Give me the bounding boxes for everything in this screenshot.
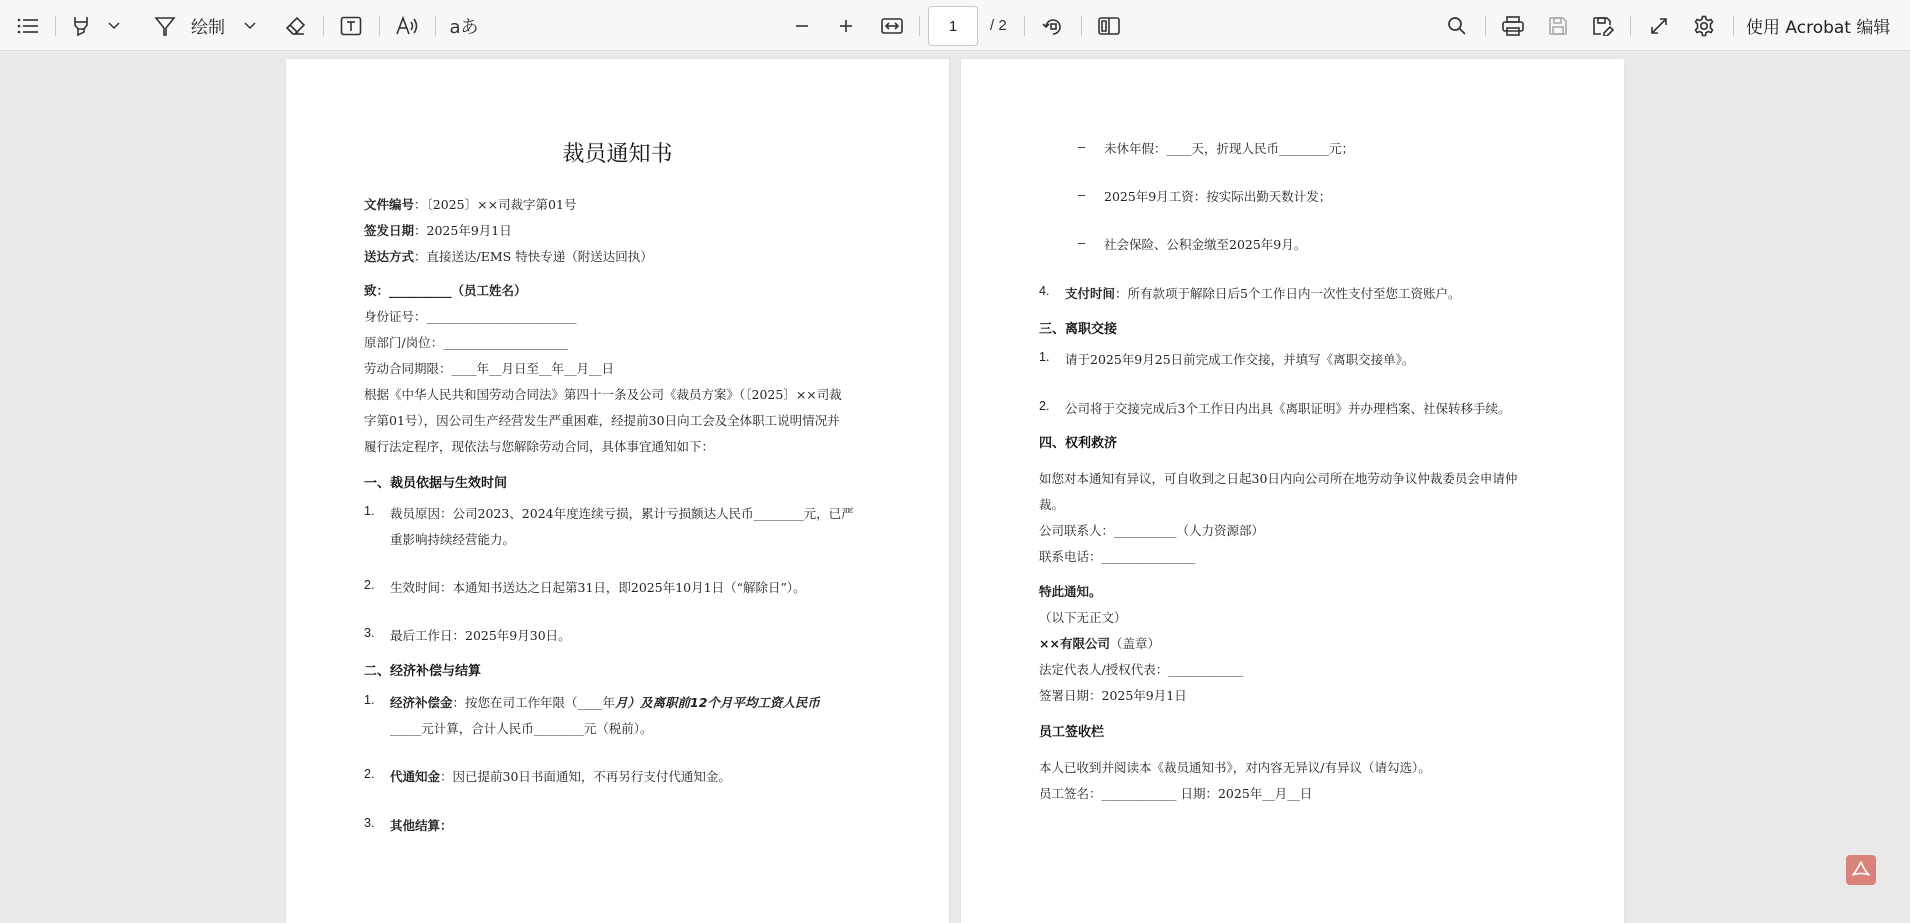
- draw-button[interactable]: [186, 0, 230, 51]
- toolbar-divider: [1485, 16, 1486, 36]
- toolbar-divider: [379, 16, 380, 36]
- list-number: 2.: [364, 578, 375, 592]
- toolbar-divider: [919, 16, 920, 36]
- no-more-text-line: （以下无正文）: [1039, 610, 1127, 625]
- save-as-icon[interactable]: [1588, 0, 1618, 51]
- notice-line: 特此通知。: [1039, 584, 1102, 599]
- sign-date-line: 签署日期：2025年9月1日: [1039, 688, 1187, 703]
- list-item-text: 代通知金：因已提前30日书面通知，不再另行支付代通知金。: [390, 769, 731, 784]
- dash-bullet: –: [1078, 139, 1086, 154]
- paragraph-line: 如您对本通知有异议，可自收到之日起30日内向公司所在地劳动争议仲裁委员会申请仲: [1039, 471, 1518, 486]
- list-item-text: 2025年9月工资：按实际出勤天数计发；: [1104, 189, 1332, 204]
- page-total: / 2: [990, 17, 1007, 34]
- dash-bullet: –: [1078, 235, 1086, 250]
- toolbar-divider: [1630, 16, 1631, 36]
- rotate-icon[interactable]: [1038, 0, 1068, 51]
- list-number: 4.: [1039, 284, 1050, 298]
- translate-icon[interactable]: aあ: [449, 16, 479, 38]
- document-page-1: [286, 59, 949, 923]
- page-view-icon[interactable]: [1094, 0, 1124, 51]
- zoom-out-icon[interactable]: [788, 0, 816, 51]
- list-item-text: 经济补偿金：按您在司工作年限（____年月）及离职前12个月平均工资人民币: [390, 695, 820, 710]
- toolbar-divider: [1024, 16, 1025, 36]
- paragraph-line: 裁。: [1039, 497, 1065, 512]
- list-number: 2.: [1039, 399, 1050, 413]
- section-heading: 二、经济补偿与结算: [364, 664, 482, 679]
- section-heading: 四、权利救济: [1039, 436, 1118, 451]
- toolbar-divider: [323, 16, 324, 36]
- contract-term-line: 劳动合同期限：____年__月日至__年__月__日: [364, 361, 615, 376]
- zoom-in-icon[interactable]: [832, 0, 860, 51]
- edit-with-acrobat-button[interactable]: [1746, 0, 1896, 51]
- contact-person-line: 公司联系人：__________（人力资源部）: [1039, 523, 1265, 538]
- draw-label: 绘制: [191, 18, 225, 38]
- list-number: 2.: [364, 767, 375, 781]
- list-number: 3.: [364, 626, 375, 640]
- intro-paragraph-line: 字第01号），因公司生产经营发生严重困难，经提前30日向工会及全体职工说明情况并: [364, 413, 840, 428]
- list-item-text: 其他结算：: [390, 818, 453, 833]
- edit-with-acrobat-label: 使用 Acrobat 编辑: [1746, 18, 1891, 38]
- section-heading: 员工签收栏: [1039, 725, 1105, 740]
- list-item-text: _____元计算，合计人民币________元（税前）。: [390, 721, 653, 736]
- document-page-2: [961, 59, 1624, 923]
- intro-paragraph-line: 根据《中华人民共和国劳动合同法》第四十一条及公司《裁员方案》（〔2025〕××司裁: [364, 387, 842, 402]
- highlighter-icon[interactable]: [66, 0, 96, 51]
- settings-icon[interactable]: [1689, 0, 1719, 51]
- eraser-icon[interactable]: [280, 0, 310, 51]
- list-number: 1.: [364, 693, 375, 707]
- list-item-text: 未休年假：____天，折现人民币________元；: [1104, 141, 1355, 156]
- meta-issue-date: 签发日期：2025年9月1日: [364, 223, 512, 238]
- pen-icon[interactable]: [150, 0, 180, 51]
- list-item-text: 支付时间：所有款项于解除日后5个工作日内一次性支付至您工资账户。: [1065, 286, 1461, 301]
- list-item-text: 公司将于交接完成后3个工作日内出具《离职证明》并办理档案、社保转移手续。: [1065, 401, 1511, 416]
- section-heading: 一、裁员依据与生效时间: [364, 476, 508, 491]
- fullscreen-icon[interactable]: [1644, 0, 1674, 51]
- search-icon[interactable]: [1442, 0, 1472, 51]
- toolbar: [0, 0, 1910, 51]
- page-number-input[interactable]: [928, 6, 978, 46]
- toolbar-divider: [1081, 16, 1082, 36]
- list-number: 1.: [1039, 350, 1050, 364]
- acrobat-logo-icon[interactable]: [1846, 855, 1876, 885]
- recipient-line: 致：__________（员工姓名）: [364, 283, 527, 298]
- print-icon[interactable]: [1498, 0, 1528, 51]
- company-seal-line: ××有限公司（盖章）: [1039, 636, 1160, 651]
- page-title: 裁员通知书: [562, 142, 673, 167]
- list-number: 1.: [364, 504, 375, 518]
- legal-rep-line: 法定代表人/授权代表：____________: [1039, 662, 1244, 677]
- list-item-text: 生效时间：本通知书送达之日起第31日，即2025年10月1日（“解除日”）。: [390, 580, 806, 595]
- meta-file-number: 文件编号：〔2025〕××司裁字第01号: [364, 197, 577, 212]
- list-item-text: 最后工作日：2025年9月30日。: [390, 628, 571, 643]
- list-item-text: 请于2025年9月25日前完成工作交接，并填写《离职交接单》。: [1065, 352, 1415, 367]
- fit-width-icon[interactable]: [876, 0, 908, 51]
- contact-phone-line: 联系电话：_______________: [1039, 549, 1196, 564]
- department-line: 原部门/岗位：____________________: [364, 335, 569, 350]
- chevron-down-icon[interactable]: [104, 0, 124, 51]
- intro-paragraph-line: 履行法定程序，现依法与您解除劳动合同，具体事宜通知如下：: [364, 439, 715, 454]
- id-number-line: 身份证号：________________________: [364, 309, 577, 324]
- employee-signature-line: 员工签名：____________ 日期：2025年__月__日: [1039, 786, 1313, 801]
- toolbar-divider: [55, 16, 56, 36]
- meta-delivery-method: 送达方式：直接送达/EMS 特快专递（附送达回执）: [364, 249, 653, 264]
- list-item-text: 重影响持续经营能力。: [390, 532, 516, 547]
- chevron-down-icon[interactable]: [240, 0, 260, 51]
- list-icon[interactable]: [12, 0, 44, 51]
- save-icon[interactable]: [1543, 0, 1573, 51]
- dash-bullet: –: [1078, 187, 1086, 202]
- read-aloud-icon[interactable]: [392, 0, 422, 51]
- section-heading: 三、离职交接: [1039, 322, 1118, 337]
- toolbar-divider: [1733, 16, 1734, 36]
- toolbar-divider: [435, 16, 436, 36]
- list-number: 3.: [364, 816, 375, 830]
- list-item-text: 社会保险、公积金缴至2025年9月。: [1104, 237, 1307, 252]
- text-box-icon[interactable]: [336, 0, 366, 51]
- acknowledgement-line: 本人已收到并阅读本《裁员通知书》，对内容无异议/有异议（请勾选）。: [1039, 760, 1431, 775]
- list-item-text: 裁员原因：公司2023、2024年度连续亏损，累计亏损额达人民币________元，已严: [390, 506, 854, 521]
